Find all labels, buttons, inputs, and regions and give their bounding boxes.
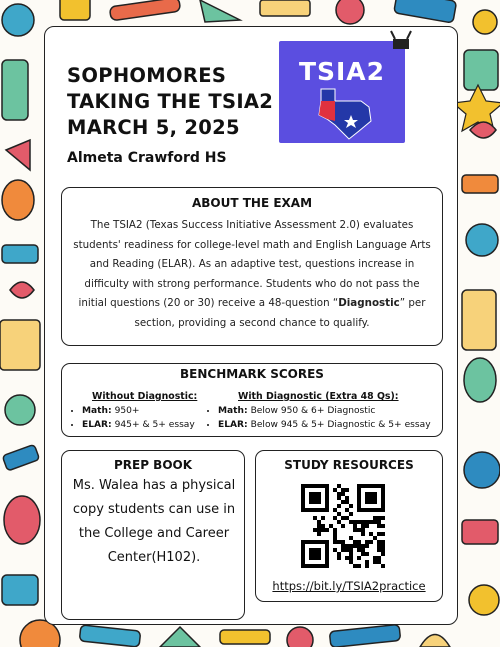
study-link[interactable]: https://bit.ly/TSIA2practice	[272, 579, 426, 593]
title-line-1: SOPHOMORES	[67, 64, 227, 87]
about-text	[70, 216, 434, 333]
study-resources-section	[255, 450, 443, 602]
school-name: Almeta Crawford HS	[67, 150, 227, 166]
item-label: ELAR:	[218, 420, 248, 430]
tsia2-logo	[279, 41, 405, 143]
with-diagnostic-heading: With Diagnostic (Extra 48 Qs):	[238, 391, 399, 402]
texas-map-icon	[279, 41, 405, 143]
benchmark-section	[61, 363, 443, 437]
item-value: 950+	[114, 406, 140, 416]
binder-clip-icon	[389, 29, 415, 55]
study-resources-heading: STUDY RESOURCES	[284, 458, 414, 472]
item-value: 945+ & 5+ essay	[114, 420, 195, 430]
page-title	[67, 63, 287, 141]
prep-book-text: Ms. Walea has a physical copy students can use in the College and Career Center(H102).	[72, 478, 236, 565]
benchmark-heading: BENCHMARK SCORES	[180, 367, 324, 381]
title-line-3: MARCH 5, 2025	[67, 116, 240, 139]
qr-code[interactable]	[301, 484, 385, 568]
prep-book-heading: PREP BOOK	[113, 458, 193, 472]
list-item	[82, 418, 197, 432]
list-item	[82, 404, 197, 418]
item-value: Below 950 & 6+ Diagnostic	[250, 406, 376, 416]
without-diagnostic-heading: Without Diagnostic:	[92, 391, 198, 402]
prep-book-section	[61, 450, 245, 620]
about-text-part-1: The TSIA2 (Texas Success Initiative Assessment 2.0) evaluates students' readiness for college-level math and English Language Arts and Reading (ELAR). As an adaptive test, questions increase in difficulty with strong performance. Students who do not pass the initial questions (20 or 30) receive a 48-question “	[73, 219, 431, 309]
item-label: Math:	[218, 406, 248, 416]
list-item	[218, 418, 431, 432]
about-exam-section	[61, 187, 443, 346]
item-label: ELAR:	[82, 420, 112, 430]
about-heading: ABOUT THE EXAM	[191, 196, 313, 210]
flyer-card	[44, 26, 458, 625]
about-text-part-2: ” per section, providing a second chance to qualify.	[134, 297, 426, 329]
without-diagnostic-column	[68, 391, 197, 432]
item-value: Below 945 & 5+ Diagnostic & 5+ essay	[250, 420, 431, 430]
about-bold-word: Diagnostic	[338, 297, 400, 309]
logo-text: TSIA2	[298, 57, 386, 86]
title-line-2: TAKING THE TSIA2	[67, 90, 274, 113]
item-label: Math:	[82, 406, 112, 416]
with-diagnostic-column	[204, 391, 431, 432]
list-item	[218, 404, 431, 418]
